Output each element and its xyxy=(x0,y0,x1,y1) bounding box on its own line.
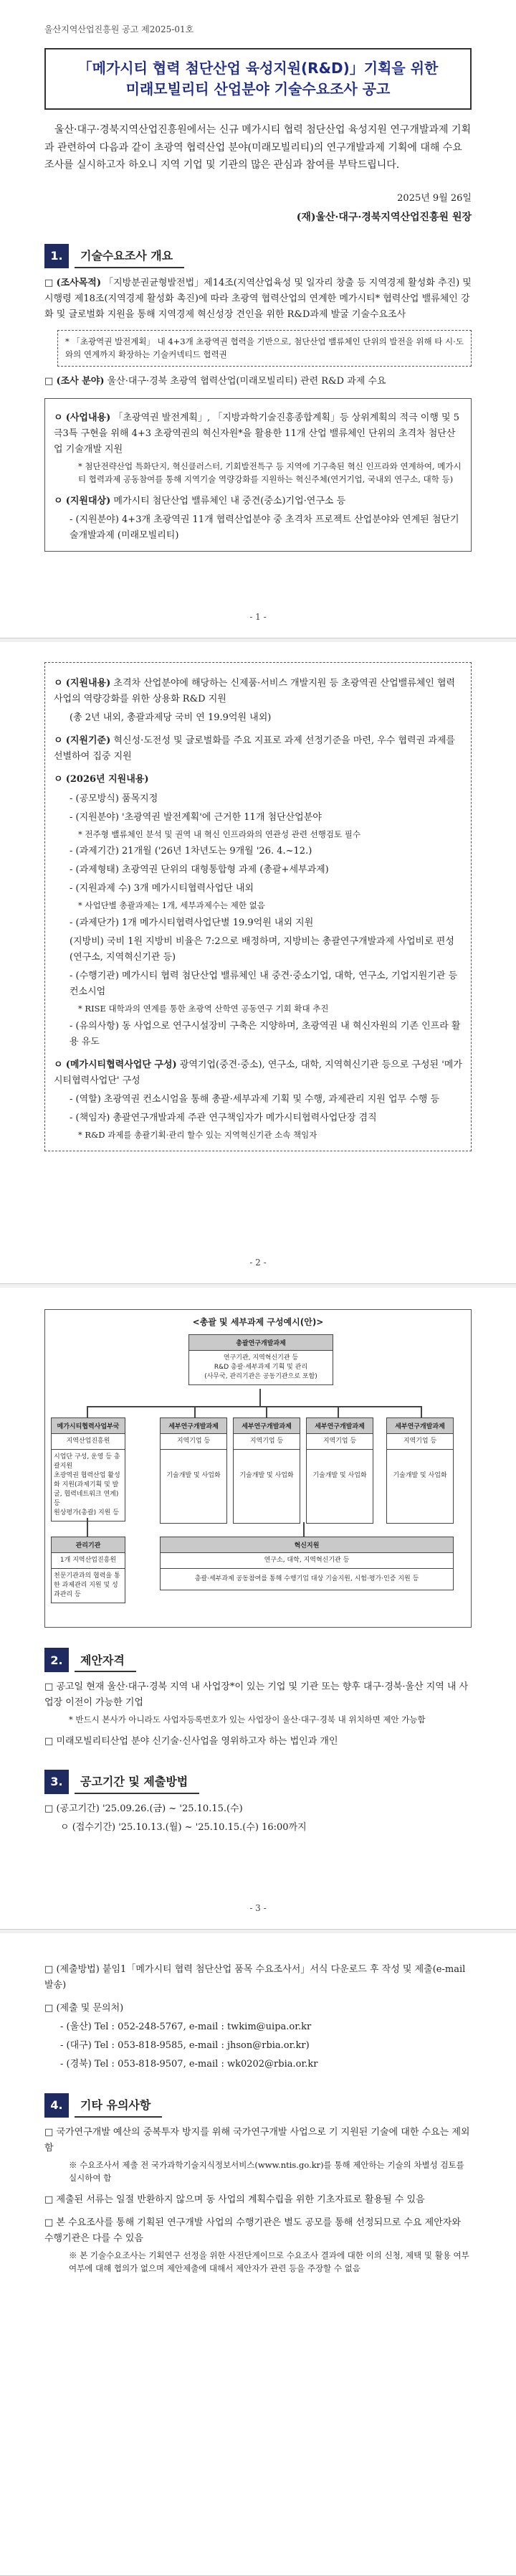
item-text: - (과제형태) 초광역권 단위의 대형통합형 과제 (총괄+세부과제) xyxy=(70,864,329,876)
program-detail-item xyxy=(54,791,462,807)
megacity-office-box xyxy=(51,1417,125,1521)
contact-gyeongbuk: - (경북) Tel : 053-818-9507, e-mail : wk0202@rbia.or.kr xyxy=(60,2059,318,2070)
connector xyxy=(303,1522,305,1537)
page-1 xyxy=(0,0,516,638)
notice-item xyxy=(44,2125,472,2156)
program-detail-item xyxy=(54,968,462,1000)
item-label: (조사 분야) xyxy=(56,375,105,387)
office-line: 초광역권 협력산업 활성화 지원(과제기획 및 발굴, 협력네트워크 연계) 등 xyxy=(54,1472,120,1508)
bullet: □ xyxy=(44,1803,54,1814)
contact-ulsan: - (울산) Tel : 052-248-5767, e-mail : twkim@uipa.or.kr xyxy=(60,2021,312,2033)
item-text: (공고기간) '25.09.26.(금) ~ '25.10.15.(수) xyxy=(56,1803,243,1814)
innovation-support-header: 혁신지원 xyxy=(161,1537,453,1553)
management-agency-box xyxy=(51,1537,125,1603)
program-detail-item xyxy=(54,1110,462,1126)
program-detail-item xyxy=(54,1019,462,1050)
sub-project-body: 기술개발 및 사업화 xyxy=(393,1472,447,1480)
connector xyxy=(259,1389,261,1406)
program-detail-item xyxy=(54,1128,462,1141)
item-text: 「지방분권균형발전법」제14조(지역산업육성 및 일자리 창출 등 지역경제 활성화 추진) 및 시행령 제18조(지역경제 활성화 촉진)에 따라 초광역 협력산업의 연계한 메가시티* 협력산업 밸류체인 강화 및 글로벌화 지원을 통해 지역경제 혁신성장 견인을 위한 R&D과제 발굴 기술수요조사 xyxy=(44,277,472,320)
program-detail-item xyxy=(54,810,462,826)
sub-project-region: 지역기업 등 xyxy=(234,1434,300,1450)
notice-period xyxy=(44,1801,472,1817)
submission-method xyxy=(44,1962,472,1994)
management-agency-body: 천문기관과의 협력을 통한 과제관리 지원 및 성과관리 등 xyxy=(54,1572,120,1599)
receipt-period xyxy=(44,1820,472,1836)
management-agency-header: 관리기관 xyxy=(52,1537,125,1553)
item-text: * 사업단별 총괄과제는 1개, 세부과제수는 제한 없음 xyxy=(78,900,265,911)
program-detail-item xyxy=(54,828,462,841)
connector xyxy=(87,1406,422,1407)
lead-project-box xyxy=(188,1334,333,1385)
page-2 xyxy=(0,642,516,1284)
connector xyxy=(338,1406,339,1417)
bullet: □ xyxy=(44,1735,54,1747)
notice-date: 2025년 9월 26일 xyxy=(397,192,472,204)
program-detail-item xyxy=(54,934,462,966)
program-overview-box xyxy=(44,398,472,552)
page-number: - 1 - xyxy=(249,612,267,622)
item-label: (지원내용) xyxy=(65,678,111,689)
item-text: (지방비) 국비 1원 지방비 비율은 7:2으로 배정하며, 지방비는 총괄연구개발과제 사업비로 편성(연구소, 지역혁신기관 등) xyxy=(70,935,454,963)
bullet: □ xyxy=(44,1681,54,1692)
item-label: (메가시티협력사업단 구성) xyxy=(65,1059,177,1070)
section-number: 2. xyxy=(44,1648,69,1672)
page-3 xyxy=(0,1288,516,1930)
page-number: - 2 - xyxy=(249,1258,267,1268)
program-detail-item xyxy=(54,676,462,707)
sub-project-region: 지역기업 등 xyxy=(387,1434,453,1450)
eligibility-item xyxy=(44,1679,472,1711)
item-text: - (지원분야) '초광역권 발전계획'에 근거한 11개 첨단산업분야 xyxy=(70,811,322,823)
item-text: * R&D 과제를 총괄기획·관리 할수 있는 지역혁신기관 소속 책임자 xyxy=(78,1130,317,1141)
section-4-header xyxy=(44,2093,472,2118)
item-text: (제출방법) 붙임1「메가시티 협력 첨단산업 품목 수요조사서」서식 다운로드 후 작성 및 제출(e-mail 발송) xyxy=(44,1964,466,1991)
item-text: 공고일 현재 울산·대구·경북 지역 내 사업장*이 있는 기업 및 기관 또는 향후 대구·경북·울산 지역 내 사업장 이전이 가능한 기업 xyxy=(44,1681,469,1709)
section-1-header xyxy=(44,244,472,268)
notice-title-line-1: 「메가시티 협력 첨단산업 육성지원(R&D)」기획을 위한 xyxy=(77,60,439,77)
program-detail-item xyxy=(54,844,462,859)
sub-project-box-4 xyxy=(386,1417,454,1524)
megacity-office-header: 메가시티협력사업부국 xyxy=(52,1418,125,1434)
bullet: ㅇ xyxy=(54,495,63,506)
bullet: □ xyxy=(44,2003,54,2014)
office-line: 시업단 구성, 운영 등 총괄지원 xyxy=(54,1453,120,1471)
section-number: 3. xyxy=(44,1770,69,1794)
sub-project-body: 기술개발 및 사업화 xyxy=(312,1472,367,1480)
section-2-header xyxy=(44,1648,472,1672)
bullet: ㅇ xyxy=(54,774,63,785)
item-text: (제출 및 문의처) xyxy=(56,2003,124,2014)
program-detail-item xyxy=(54,862,462,878)
notice-title-box xyxy=(44,48,472,110)
issuer: (재)울산·대구·경북지역산업진흥원 원장 xyxy=(296,211,472,223)
sub-project-region: 지역기업 등 xyxy=(161,1434,226,1450)
bullet: □ xyxy=(44,277,54,288)
support-field: - (지원분야) 4+3개 초광역권 11개 협력산업분야 중 초격차 프로젝트 산업분야와 연계된 첨단기술개발과제 (미래모빌리티) xyxy=(70,514,459,541)
bullet: □ xyxy=(44,2126,54,2138)
program-detail-item xyxy=(54,710,462,726)
sub-project-body: 기술개발 및 사업화 xyxy=(166,1472,221,1480)
support-target xyxy=(54,494,462,509)
lead-project-line: R&D 총괄·세부과제 기획 및 관리 xyxy=(214,1364,308,1372)
lead-project-body xyxy=(189,1351,333,1384)
innovation-support-sub: 연구소, 대학, 지역혁신기관 등 xyxy=(161,1553,453,1569)
program-detail-item xyxy=(54,881,462,897)
program-content xyxy=(54,410,462,458)
purpose-footnote: * 「초광역권 발전계획」 내 4+3개 초광역권 협력을 기반으로, 첨단산업 밸류체인 단위의 발전을 위해 타 시·도와의 연계까지 확장하는 기술커넥티드 협력권 xyxy=(57,330,472,367)
survey-purpose xyxy=(44,275,472,323)
item-label: (조사목적) xyxy=(56,277,101,288)
item-text: - (과제기간) 21개월 ('26년 1차년도는 9개월 '26. 4.~12.) xyxy=(70,846,312,857)
item-label: (사업내용) xyxy=(65,412,111,423)
section-title: 기타 유의사항 xyxy=(75,2093,162,2118)
item-text: 미래모빌리티산업 분야 신기술·신사업을 영위하고자 하는 법인과 개인 xyxy=(56,1735,338,1747)
project-structure-diagram xyxy=(44,1309,472,1628)
eligibility-note: * 반드시 본사가 아니라도 사업자등록번호가 있는 사업장이 울산·대구·경북 내 위치하면 제안 가능함 xyxy=(69,1714,426,1725)
program-content-note: * 첨단전략산업 특화단지, 혁신클러스터, 기회발전특구 등 지역에 기구축된 혁신 인프라와 연계하여, 메가시티 협력과제 공동참여를 통해 지역기술 역량강화를 지원하는 혁신주체(연거기업, 국내외 연구소, 대학 등) xyxy=(78,461,462,485)
item-text: 본 수요조사를 통해 기획된 연구개발 사업의 수행기관은 별도 공모를 통해 선정되므로 수요 제안자와 수행기관은 다를 수 있음 xyxy=(44,2217,461,2244)
section-title: 제안자격 xyxy=(75,1648,136,1672)
item-label: (지원기준) xyxy=(65,735,111,747)
item-text: - (지원과제 수) 3개 메가시티협력사업단 내외 xyxy=(70,883,254,895)
program-detail-item xyxy=(54,733,462,765)
item-text: 제출된 서류는 일절 반환하지 않으며 동 사업의 계획수립을 위한 기초자료로 활용될 수 있음 xyxy=(56,2194,425,2205)
bullet: □ xyxy=(44,2217,54,2228)
bullet: □ xyxy=(44,2194,54,2205)
bullet: ㅇ xyxy=(54,412,63,423)
item-text: - (과제단가) 1개 메가시티협력사업단별 19.9억원 내외 지원 xyxy=(70,917,314,928)
notice-note: ※ 본 기술수요조사는 기획연구 선정을 위한 사전단계이므로 수요조사 결과에 대한 이의 신청, 제택 및 활용 여부 여부에 대해 협의가 없으며 제안제출에 대해서 제안자가 관련 등을 주장할 수 없음 xyxy=(69,2250,469,2274)
notice-note: ※ 수요조사서 제출 전 국가과학기술지식정보서비스(www.ntis.go.kr)를 통해 제안하는 기술의 차별성 검토를 실시하여 함 xyxy=(69,2159,464,2184)
intro-paragraph: 울산·대구·경북지역산업진흥원에서는 신규 메가시티 협력 첨단산업 육성지원 연구개발과제 기획과 관련하여 다음과 같이 초광역 협력산업 분야(미래모빌리티)의 연구개발과제 기획에 대해 수요조사를 실시하고자 하오니 지역 기업 및 기관의 많은 관심과 참여를 부탁드립니다. xyxy=(44,124,472,171)
item-text: - (유의사항) 동 사업으로 연구시설장비 구축은 지양하며, 초광역권 내 혁신자원의 기존 인프라 활용 유도 xyxy=(70,1020,461,1047)
sub-project-header: 세부연구개발과제 xyxy=(234,1418,300,1434)
item-label: (2026년 지원내용) xyxy=(65,774,149,785)
section-title: 기술수요조사 개요 xyxy=(75,244,184,268)
contact-heading xyxy=(44,2001,472,2016)
notice-title-line-2: 미래모빌리티 산업분야 기술수요조사 공고 xyxy=(125,80,391,98)
page-4 xyxy=(0,1933,516,2576)
eligibility-item xyxy=(44,1734,472,1750)
management-agency-sub: 1개 지역산업진흥원 xyxy=(52,1553,125,1569)
sub-project-header: 세부연구개발과제 xyxy=(307,1418,373,1434)
section-number: 1. xyxy=(44,244,69,268)
sub-project-header: 세부연구개발과제 xyxy=(387,1418,453,1434)
item-text: 메가시티 첨단산업 밸류체인 내 중견(중소)기업·연구소 등 xyxy=(113,495,346,506)
program-details-box xyxy=(44,662,472,1151)
bullet: ㅇ xyxy=(54,1059,63,1070)
notice-item xyxy=(44,2192,472,2208)
sub-project-box-1 xyxy=(160,1417,227,1524)
notice-item xyxy=(44,2215,472,2247)
connector xyxy=(421,1406,422,1417)
office-line: 원상평가(총괄) 지원 등 xyxy=(54,1509,119,1517)
innovation-support-box xyxy=(160,1537,454,1590)
section-3-header xyxy=(44,1770,472,1794)
sub-project-region: 지역기업 등 xyxy=(307,1434,373,1450)
bullet: ㅇ xyxy=(54,735,63,747)
item-text: 광역기업(중견·중소), 연구소, 대학, 지역혁신기관 등으로 구성된 '메가시티협력사업단' 구성 xyxy=(54,1059,462,1086)
item-text: 혁신성·도전성 및 글로벌화를 주요 지표로 과제 선정기준을 마련, 우수 협력권 과제를 선별하여 집중 지원 xyxy=(54,735,455,763)
item-text: - (공모방식) 품목지정 xyxy=(70,793,158,804)
program-detail-item xyxy=(54,1092,462,1108)
program-detail-item xyxy=(54,1002,462,1015)
connector xyxy=(87,1406,88,1417)
lead-project-header: 총괄연구개발과제 xyxy=(189,1335,333,1351)
lead-project-line: (사무국, 관리기관은 공동기관으로 포함) xyxy=(204,1373,317,1381)
section-number: 4. xyxy=(44,2093,69,2118)
sub-project-header: 세부연구개발과제 xyxy=(161,1418,226,1434)
connector xyxy=(266,1406,267,1417)
survey-field xyxy=(44,374,472,390)
connector xyxy=(87,1518,88,1537)
contact-daegu: - (대구) Tel : 053-818-9585, e-mail : jhson@rbia.or.kr) xyxy=(60,2040,310,2052)
item-text: - (수행기관) 메가시티 협력 첨단산업 밸류체인 내 중견·중소기업, 대학, 연구소, 기업지원기관 등 컨소시엄 xyxy=(70,971,458,998)
program-detail-item xyxy=(54,915,462,931)
diagram-title: <총괄 및 세부과제 구성예시(안)> xyxy=(192,1317,324,1327)
megacity-office-sub: 지역산업진흥원 xyxy=(52,1434,125,1450)
megacity-office-body xyxy=(52,1450,125,1521)
lead-project-line: 연구기관, 지역혁신기관 등 xyxy=(223,1354,299,1362)
item-text: - (책임자) 총괄연구개발과제 주관 연구책임자가 메가시티협력사업단장 겸직 xyxy=(70,1113,377,1124)
item-text: (총 2년 내외, 총괄과제당 국비 연 19.9억원 내외) xyxy=(70,712,272,724)
item-text: * RISE 대학과의 연계를 통한 초광역 산학연 공동연구 기회 확대 추진 xyxy=(78,1004,329,1014)
sub-project-box-2 xyxy=(233,1417,300,1524)
item-text: 「초광역권 발전계획」, 「지방과학기술진흥종합계획」등 상위계획의 적극 이행 및 5극3특 구현을 위해 4+3 초광역권의 혁신자원*을 활용한 11개 산업 밸류체인 단위의 초격차 첨단산업 기술개발 지원 xyxy=(54,412,460,455)
item-text: - (역할) 초광역권 컨소시엄을 통해 총괄·세부과제 기획 및 수행, 과제관리 지원 업무 수행 등 xyxy=(70,1094,440,1105)
program-detail-item xyxy=(54,899,462,912)
bullet: □ xyxy=(44,375,54,387)
connector xyxy=(194,1406,196,1417)
bullet: □ xyxy=(44,1964,54,1975)
item-label: (지원대상) xyxy=(65,495,111,506)
item-text: (접수기간) '25.10.13.(월) ~ '25.10.15.(수) 16:00까지 xyxy=(72,1821,307,1833)
sub-project-body: 기술개발 및 사업화 xyxy=(239,1472,294,1480)
program-detail-item xyxy=(54,772,462,788)
item-text: 초격차 산업분야에 해당하는 신제품·서비스 개발지원 등 초광역권 산업밸류체인 협력사업의 역량강화를 위한 상용화 R&D 지원 xyxy=(54,678,456,705)
page-number: - 3 - xyxy=(249,1903,267,1913)
item-text: 울산·대구·경북 초광역 협력산업(미래모빌리티) 관련 R&D 과제 수요 xyxy=(107,375,386,387)
item-text: * 전주형 밸류체인 분석 및 권역 내 혁신 인프라와의 연관성 관련 선행검토 필수 xyxy=(78,829,360,839)
innovation-support-body: 총괄·세부과제 공동참여를 통해 수행기업 대상 기술지원, 시험·평가·인증 지원 등 xyxy=(194,1575,419,1583)
bullet: ㅇ xyxy=(54,678,63,689)
item-text: 국가연구개발 예산의 중복투자 방지를 위해 국가연구개발 사업으로 기 지원된 기술에 대한 수요는 제외함 xyxy=(44,2126,470,2153)
section-title: 공고기간 및 제출방법 xyxy=(75,1770,199,1794)
program-detail-item xyxy=(54,1057,462,1089)
bullet: ㅇ xyxy=(60,1821,70,1833)
sub-project-box-3 xyxy=(306,1417,373,1524)
document-number: 울산지역산업진흥원 공고 제2025-01호 xyxy=(44,24,194,34)
